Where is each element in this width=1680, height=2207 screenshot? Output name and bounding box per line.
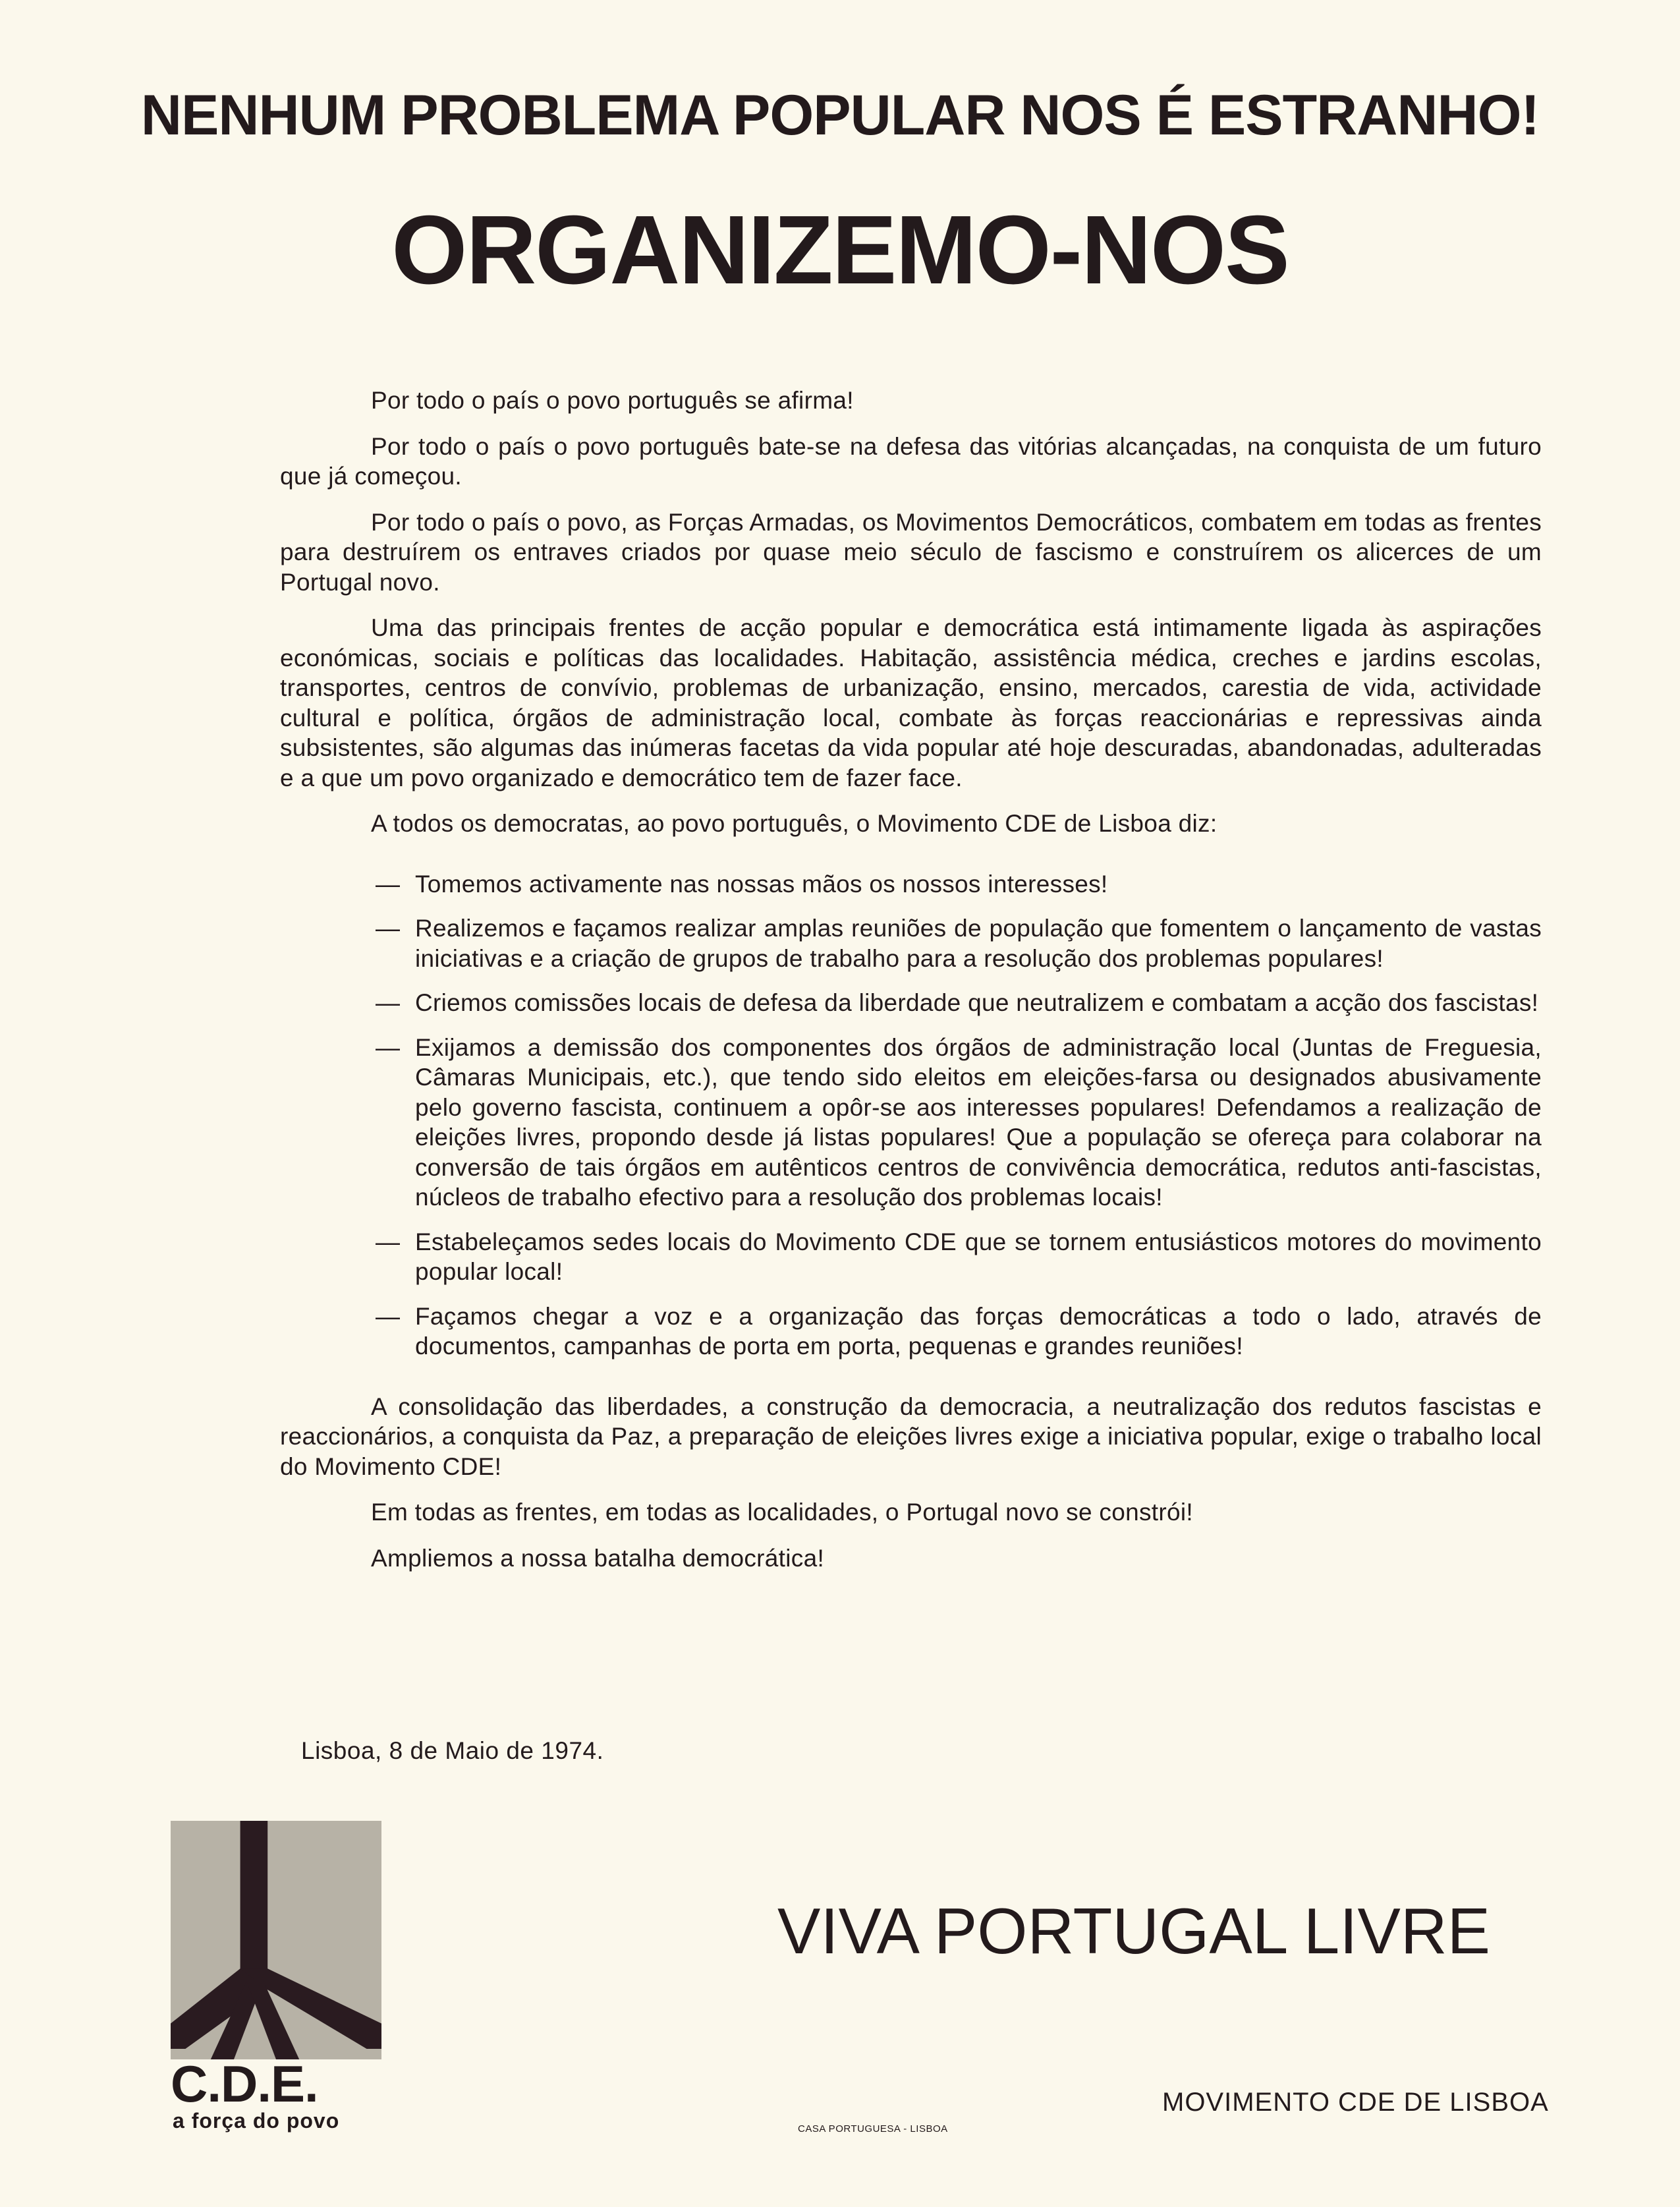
paragraph: Uma das principais frentes de acção popular e democrática está intimamente ligada às aspirações económicas, sociais e políticas das localidades. Habitação, assistência médica, creches e jardins escolas, transportes, centros de convívio, problemas de urbanização, ensino, mercados, carestia de vida, actividade cultural e política, órgãos de administração local, combate às forças reaccionárias e repressivas ainda subsistentes, são algumas das inúmeras facetas da vida popular até hoje descuradas, abandonadas, adulteradas e a que um povo organizado e democrático tem de fazer face. bbox=[280, 614, 1542, 791]
demands-list bbox=[280, 869, 1542, 1361]
list-item-text: Estabeleçamos sedes locais do Movimento CDE que se tornem entusiásticos motores do movimento popular local! bbox=[415, 1228, 1542, 1285]
list-item-text: Tomemos activamente nas nossas mãos os nossos interesses! bbox=[415, 870, 1108, 898]
slogan: VIVA PORTUGAL LIVRE bbox=[777, 1895, 1491, 1967]
paragraph: Por todo o país o povo português bate-se na defesa das vitórias alcançadas, na conquista de um futuro que já começou. bbox=[280, 432, 1542, 490]
closing-paragraph: Ampliemos a nossa batalha democrática! bbox=[371, 1544, 825, 1572]
headline: NENHUM PROBLEMA POPULAR NOS É ESTRANHO! bbox=[140, 84, 1540, 147]
signature: MOVIMENTO CDE DE LISBOA bbox=[1162, 2088, 1549, 2117]
paragraph: Por todo o país o povo português se afirma! bbox=[371, 387, 854, 414]
paragraph: A todos os democratas, ao povo português, o Movimento CDE de Lisboa diz: bbox=[371, 810, 1218, 837]
cde-logo-icon bbox=[171, 1821, 381, 2059]
printer-credit: CASA PORTUGUESA - LISBOA bbox=[798, 2123, 948, 2135]
list-item bbox=[280, 1227, 1542, 1287]
list-item-text: Façamos chegar a voz e a organização das forças democráticas a todo o lado, através de documentos, campanhas de porta em porta, pequenas e grandes reuniões! bbox=[415, 1302, 1542, 1360]
list-item bbox=[280, 1033, 1542, 1213]
list-item bbox=[280, 913, 1542, 973]
list-item bbox=[280, 1302, 1542, 1361]
list-item bbox=[280, 988, 1542, 1018]
logo-tagline: a força do povo bbox=[173, 2109, 340, 2133]
dash: — bbox=[376, 1302, 401, 1330]
list-item bbox=[280, 869, 1542, 900]
manifesto-body bbox=[280, 386, 1542, 1589]
dash: — bbox=[376, 1033, 401, 1061]
dash: — bbox=[376, 870, 401, 898]
paragraph: Por todo o país o povo, as Forças Armadas, os Movimentos Democráticos, combatem em todas as frentes para destruírem os entraves criados por quase meio século de fascismo e construírem os alicerces de um Portugal novo. bbox=[280, 508, 1542, 596]
date-line: Lisboa, 8 de Maio de 1974. bbox=[301, 1737, 604, 1764]
dash: — bbox=[376, 915, 401, 942]
closing-paragraph: A consolidação das liberdades, a construção da democracia, a neutralização dos redutos fascistas e reaccionários, a conquista da Paz, a preparação de eleições livres exige a iniciativa popular, exige o trabalho local do Movimento CDE! bbox=[280, 1392, 1542, 1480]
list-item-text: Realizemos e façamos realizar amplas reuniões de população que fomentem o lançamento de vastas iniciativas e a criação de grupos de trabalho para a resolução dos problemas populares! bbox=[415, 915, 1542, 972]
dash: — bbox=[376, 1228, 401, 1255]
list-item-text: Exijamos a demissão dos componentes dos órgãos de administração local (Juntas de Freguesia, Câmaras Municipais, etc.), que tendo sido eleitos em eleições-farsa ou designados abusivamente pelo governo fascista, continuem a opôr-se aos interesses populares! Defendamos a realização de eleições livres, propondo desde já listas populares! Que a população se ofereça para colaborar na conversão de tais órgãos em autênticos centros de convivência democrática, redutos anti-fascistas, núcleos de trabalho efectivo para a resolução dos problemas locais! bbox=[415, 1033, 1542, 1211]
list-item-text: Criemos comissões locais de defesa da liberdade que neutralizem e combatam a acção dos fascistas! bbox=[415, 989, 1539, 1016]
logo-name: C.D.E. bbox=[171, 2055, 318, 2113]
closing-paragraph: Em todas as frentes, em todas as localidades, o Portugal novo se constrói! bbox=[371, 1499, 1193, 1526]
dash: — bbox=[376, 989, 401, 1016]
page-title: ORGANIZEMO-NOS bbox=[391, 196, 1289, 304]
